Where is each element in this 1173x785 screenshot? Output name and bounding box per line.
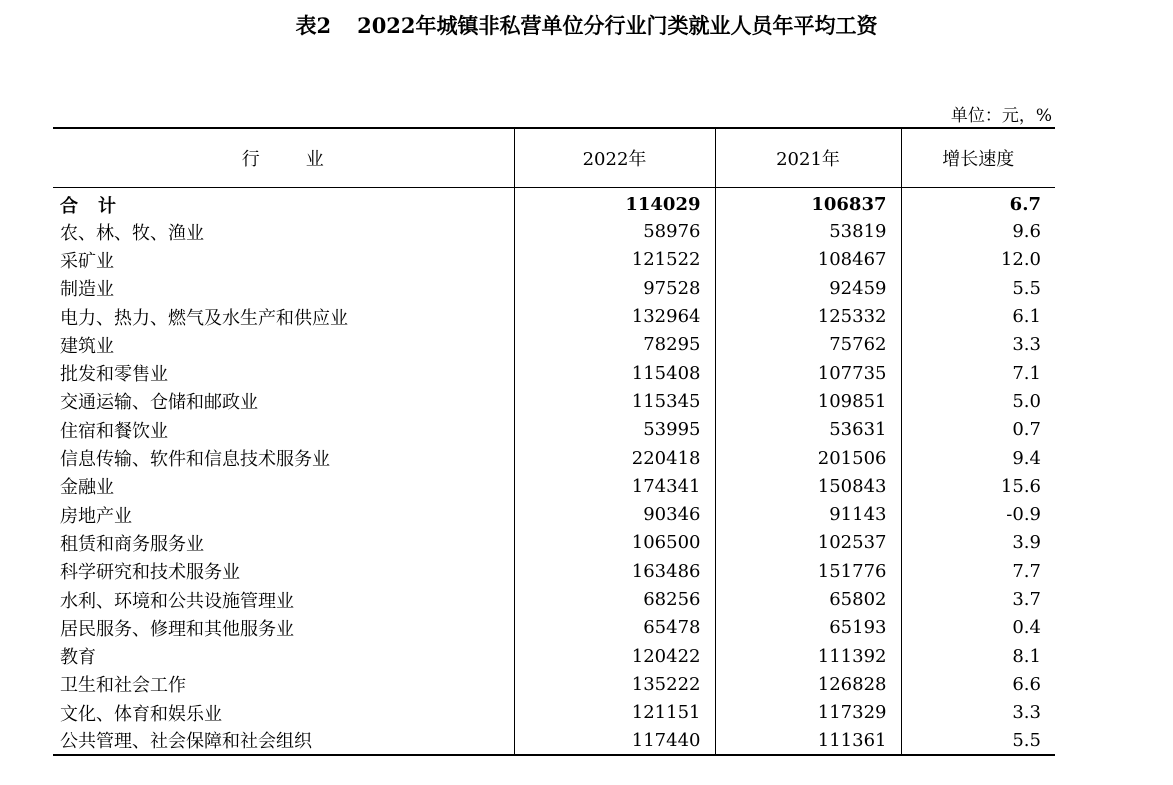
- industry-cell: 文化、体育和娱乐业: [60, 703, 222, 725]
- industry-cell: 批发和零售业: [60, 364, 168, 386]
- wage-2022-cell: 163486: [514, 557, 715, 585]
- header-2021: 2021年: [715, 128, 901, 187]
- industry-cell: 房地产业: [60, 505, 132, 527]
- wage-2022-cell: 220418: [514, 444, 715, 472]
- growth-cell: 3.9: [901, 529, 1055, 557]
- wage-2021-cell: 201506: [715, 444, 901, 472]
- growth-cell: -0.9: [901, 500, 1055, 528]
- industry-cell: 农、林、牧、渔业: [60, 222, 204, 244]
- table-row: [53, 642, 1055, 670]
- header-industry: 行业: [53, 128, 514, 187]
- industry-cell: 科学研究和技术服务业: [60, 562, 240, 584]
- wage-table: [53, 127, 1055, 756]
- industry-cell: 制造业: [60, 279, 114, 301]
- wage-2021-cell: 92459: [715, 274, 901, 302]
- industry-cell: 住宿和餐饮业: [60, 420, 168, 442]
- wage-2021-cell: 65193: [715, 614, 901, 642]
- table-row: [53, 444, 1055, 472]
- wage-2022-cell: 78295: [514, 331, 715, 359]
- wage-2021-cell: 102537: [715, 529, 901, 557]
- table-row: [53, 585, 1055, 613]
- wage-2021-cell: 75762: [715, 331, 901, 359]
- industry-cell: 建筑业: [60, 335, 114, 357]
- header-2022: 2022年: [514, 128, 715, 187]
- growth-cell: 5.0: [901, 387, 1055, 415]
- wage-2022-cell: 121522: [514, 246, 715, 274]
- table-row: [53, 699, 1055, 727]
- industry-cell: 信息传输、软件和信息技术服务业: [60, 449, 330, 471]
- wage-2022-cell: 121151: [514, 699, 715, 727]
- industry-cell: 水利、环境和公共设施管理业: [60, 590, 294, 612]
- unit-label: 单位：元，%: [950, 106, 1052, 126]
- industry-cell: 公共管理、社会保障和社会组织: [53, 727, 514, 755]
- wage-2022-cell: 53995: [514, 416, 715, 444]
- wage-2022-cell: 174341: [514, 472, 715, 500]
- table-header-row: [53, 128, 1055, 187]
- wage-2021-cell: 91143: [715, 500, 901, 528]
- industry-cell: 合计: [60, 195, 136, 217]
- industry-cell: 卫生和社会工作: [60, 675, 186, 697]
- wage-2022-cell: 114029: [514, 187, 715, 218]
- wage-2022-cell: 135222: [514, 670, 715, 698]
- table-number: 表2: [295, 13, 332, 38]
- growth-cell: 0.4: [901, 614, 1055, 642]
- table-row: [53, 302, 1055, 330]
- page-title: [0, 10, 1173, 40]
- growth-cell: 3.7: [901, 585, 1055, 613]
- table-row: [53, 274, 1055, 302]
- wage-2021-cell: 111361: [715, 727, 901, 755]
- table-row: [53, 529, 1055, 557]
- table-row: [53, 416, 1055, 444]
- growth-cell: 9.6: [901, 218, 1055, 246]
- wage-2022-cell: 65478: [514, 614, 715, 642]
- growth-cell: 7.7: [901, 557, 1055, 585]
- wage-2022-cell: 115408: [514, 359, 715, 387]
- growth-cell: 5.5: [901, 727, 1055, 755]
- industry-cell: 电力、热力、燃气及水生产和供应业: [60, 307, 348, 329]
- wage-2021-cell: 108467: [715, 246, 901, 274]
- growth-cell: 8.1: [901, 642, 1055, 670]
- wage-2021-cell: 125332: [715, 302, 901, 330]
- wage-2021-cell: 117329: [715, 699, 901, 727]
- wage-2021-cell: 106837: [715, 187, 901, 218]
- table-row: [53, 670, 1055, 698]
- industry-cell: 金融业: [60, 477, 114, 499]
- wage-2021-cell: 150843: [715, 472, 901, 500]
- industry-cell: 租赁和商务服务业: [60, 533, 204, 555]
- growth-cell: 5.5: [901, 274, 1055, 302]
- growth-cell: 3.3: [901, 331, 1055, 359]
- growth-cell: 9.4: [901, 444, 1055, 472]
- wage-2022-cell: 68256: [514, 585, 715, 613]
- growth-cell: 6.6: [901, 670, 1055, 698]
- industry-cell: 交通运输、仓储和邮政业: [60, 392, 258, 414]
- growth-cell: 15.6: [901, 472, 1055, 500]
- wage-2022-cell: 115345: [514, 387, 715, 415]
- growth-cell: 6.1: [901, 302, 1055, 330]
- growth-cell: 7.1: [901, 359, 1055, 387]
- wage-2021-cell: 65802: [715, 585, 901, 613]
- growth-cell: 0.7: [901, 416, 1055, 444]
- header-growth: 增长速度: [901, 128, 1055, 187]
- table-row: [53, 727, 1055, 755]
- wage-2021-cell: 53631: [715, 416, 901, 444]
- table-row: [53, 500, 1055, 528]
- industry-cell: 采矿业: [60, 250, 114, 272]
- wage-2021-cell: 111392: [715, 642, 901, 670]
- wage-2021-cell: 107735: [715, 359, 901, 387]
- wage-2022-cell: 120422: [514, 642, 715, 670]
- table-row: [53, 246, 1055, 274]
- table-row: [53, 331, 1055, 359]
- table-row: [53, 359, 1055, 387]
- table-row: [53, 218, 1055, 246]
- wage-2022-cell: 97528: [514, 274, 715, 302]
- wage-2021-cell: 126828: [715, 670, 901, 698]
- wage-2022-cell: 117440: [514, 727, 715, 755]
- wage-2022-cell: 90346: [514, 500, 715, 528]
- wage-2021-cell: 151776: [715, 557, 901, 585]
- wage-2021-cell: 109851: [715, 387, 901, 415]
- growth-cell: 12.0: [901, 246, 1055, 274]
- table-row: [53, 614, 1055, 642]
- table-row: [53, 387, 1055, 415]
- table-row-total: [53, 187, 1055, 218]
- wage-2021-cell: 53819: [715, 218, 901, 246]
- table-title-text: 2022年城镇非私营单位分行业门类就业人员年平均工资: [357, 13, 878, 38]
- table-body: [53, 187, 1055, 755]
- wage-2022-cell: 106500: [514, 529, 715, 557]
- industry-cell: 教育: [60, 647, 96, 669]
- wage-2022-cell: 58976: [514, 218, 715, 246]
- industry-cell: 居民服务、修理和其他服务业: [60, 618, 294, 640]
- wage-2022-cell: 132964: [514, 302, 715, 330]
- table-row: [53, 557, 1055, 585]
- table-row: [53, 472, 1055, 500]
- growth-cell: 3.3: [901, 699, 1055, 727]
- growth-cell: 6.7: [901, 187, 1055, 218]
